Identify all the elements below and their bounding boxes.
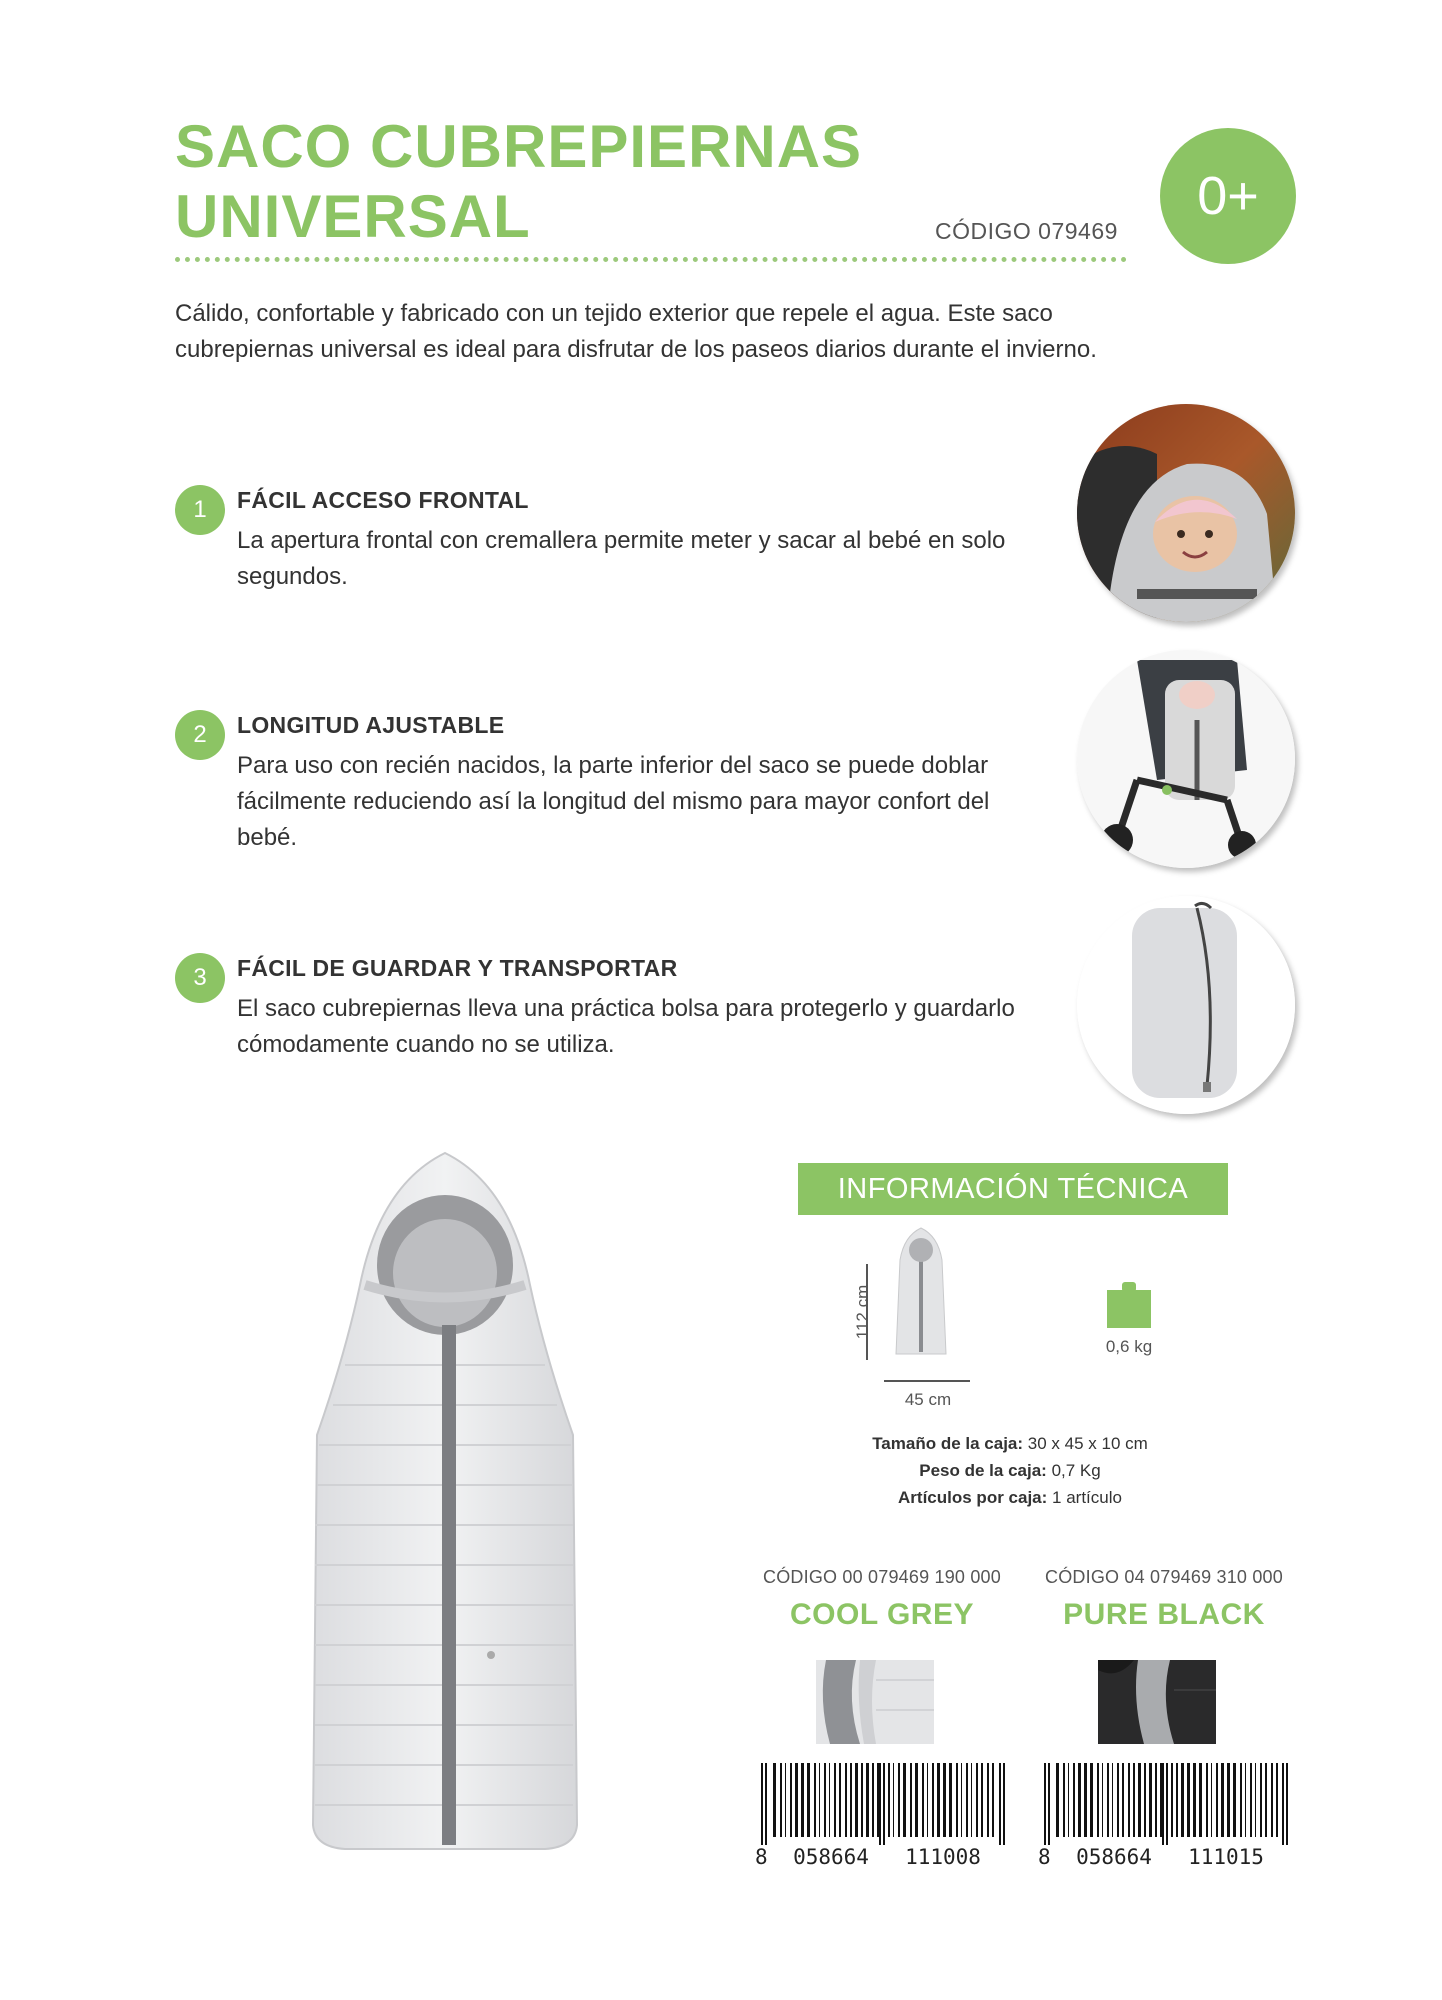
barcode-bar	[790, 1763, 792, 1837]
barcode-bar	[1155, 1763, 1157, 1837]
barcode-bar	[1128, 1763, 1130, 1837]
barcode-left-digits: 058664	[793, 1845, 869, 1869]
barcode-bar	[1211, 1763, 1212, 1837]
barcode-bar	[814, 1763, 816, 1837]
barcode-bar	[839, 1763, 841, 1837]
variant-code-cool-grey: CÓDIGO 00 079469 190 000	[763, 1567, 1001, 1587]
box-info	[800, 1430, 1220, 1511]
barcode-pure-black	[1038, 1763, 1293, 1871]
barcode-bar	[845, 1763, 847, 1837]
feature-description: El saco cubrepiernas lleva una práctica bolsa para protegerlo y guardarlo cómodamente cuando no se utiliza.	[237, 995, 1015, 1058]
variant-name-cool-grey: COOL GREY	[790, 1598, 974, 1631]
box-size-row	[800, 1430, 1220, 1457]
barcode-bar	[888, 1763, 890, 1837]
barcode-bar	[949, 1763, 952, 1837]
barcode-bar	[1149, 1763, 1152, 1837]
box-weight-label: Peso de la caja:	[919, 1461, 1047, 1480]
feature-title: LONGITUD AJUSTABLE	[237, 712, 505, 738]
barcode-bar	[981, 1763, 983, 1837]
barcode-bar	[1122, 1763, 1124, 1837]
barcode-guard-bar	[761, 1763, 763, 1845]
barcode-bar	[1078, 1763, 1081, 1837]
barcode-guard-bar	[1162, 1763, 1164, 1845]
barcode-bar	[872, 1763, 874, 1837]
barcode-guard-bar	[1286, 1763, 1288, 1845]
barcode-right-digits: 111008	[905, 1845, 981, 1869]
photo-stroller-folded-bottom	[1077, 650, 1295, 868]
title-line-1: SACO CUBREPIERNAS	[175, 113, 863, 180]
barcode-bar	[1260, 1763, 1262, 1837]
barcode-bar	[1063, 1763, 1065, 1837]
intro-text: Cálido, confortable y fabricado con un tejido exterior que repele el agua. Este saco cubrepiernas universal es ideal para disfrutar de los paseos diarios durante el invierno.	[175, 300, 1097, 363]
barcode-bar	[1102, 1763, 1103, 1837]
barcode-bar	[1097, 1763, 1099, 1837]
swatch-cool-grey	[816, 1660, 934, 1744]
barcode-bar	[1276, 1763, 1278, 1837]
dotted-divider	[175, 257, 1127, 262]
barcode-bar	[1255, 1763, 1256, 1837]
feature-title: FÁCIL ACCESO FRONTAL	[237, 487, 529, 513]
barcode-bar	[855, 1763, 858, 1837]
barcode-bar	[1271, 1763, 1273, 1837]
barcode-bar	[1240, 1763, 1242, 1837]
barcode-bar	[1250, 1763, 1252, 1837]
weight-icon	[1105, 1280, 1153, 1330]
barcode-cool-grey	[755, 1763, 1010, 1871]
barcode-bar	[956, 1763, 958, 1837]
barcode-bar	[780, 1763, 782, 1837]
barcode-bars	[1038, 1763, 1293, 1845]
barcode-bar	[1117, 1763, 1119, 1837]
barcode-bar	[850, 1763, 852, 1837]
barcode-guard-bar	[883, 1763, 885, 1845]
barcode-bar	[1227, 1763, 1230, 1837]
feature-description: La apertura frontal con cremallera permite meter y sacar al bebé en solo segundos.	[237, 527, 1006, 590]
photo-baby-in-stroller	[1077, 404, 1295, 622]
barcode-bar	[1233, 1763, 1236, 1837]
product-title	[175, 112, 955, 252]
barcode-bar	[1181, 1763, 1184, 1837]
dimension-product-thumbnail	[892, 1226, 950, 1360]
barcode-bar	[1176, 1763, 1178, 1837]
barcode-bar	[1216, 1763, 1218, 1837]
swatch-pure-black	[1098, 1660, 1216, 1744]
barcode-bar	[1068, 1763, 1069, 1837]
barcode-guard-bar	[1048, 1763, 1050, 1845]
barcode-bar	[1084, 1763, 1087, 1837]
barcode-first-digit: 8	[1038, 1845, 1051, 1869]
feature-title: FÁCIL DE GUARDAR Y TRANSPORTAR	[237, 955, 678, 981]
items-per-box-value: 1 artículo	[1052, 1488, 1122, 1507]
barcode-bar	[861, 1763, 863, 1837]
feature-number-badge: 3	[175, 953, 225, 1003]
items-per-box-row	[800, 1484, 1220, 1511]
barcode-bar	[1090, 1763, 1093, 1837]
barcode-bar	[922, 1763, 924, 1837]
barcode-bar	[773, 1763, 776, 1837]
barcode-guard-bar	[879, 1763, 881, 1845]
barcode-guard-bar	[765, 1763, 767, 1845]
barcode-bar	[1138, 1763, 1141, 1837]
feature-number-badge: 2	[175, 710, 225, 760]
barcode-bar	[1193, 1763, 1196, 1837]
box-weight-value: 0,7 Kg	[1051, 1461, 1101, 1480]
barcode-guard-bar	[1003, 1763, 1005, 1845]
barcode-bar	[807, 1763, 810, 1837]
barcode-bar	[785, 1763, 786, 1837]
barcode-bar	[927, 1763, 928, 1837]
barcode-bar	[829, 1763, 830, 1837]
barcode-guard-bar	[1282, 1763, 1284, 1845]
variant-code-pure-black: CÓDIGO 04 079469 310 000	[1045, 1567, 1283, 1587]
width-dimension-label: 45 cm	[904, 1390, 952, 1409]
width-dimension-line	[884, 1380, 970, 1382]
barcode-bar	[976, 1763, 978, 1837]
barcode-bar	[1206, 1763, 1208, 1837]
photo-storage-bag	[1077, 896, 1295, 1114]
barcode-bar	[1107, 1763, 1109, 1837]
barcode-bar	[992, 1763, 994, 1837]
barcode-bar	[1265, 1763, 1267, 1837]
barcode-bar	[1056, 1763, 1059, 1837]
barcode-bar	[1187, 1763, 1190, 1837]
barcode-bar	[943, 1763, 946, 1837]
feature-number-badge: 1	[175, 485, 225, 535]
barcode-bar	[801, 1763, 804, 1837]
barcode-bar	[824, 1763, 826, 1837]
barcode-bar	[1073, 1763, 1075, 1837]
barcode-bar	[1221, 1763, 1224, 1837]
barcode-bar	[971, 1763, 972, 1837]
barcode-bar	[937, 1763, 940, 1837]
barcode-bar	[1245, 1763, 1246, 1837]
barcode-bar	[961, 1763, 962, 1837]
barcode-bar	[819, 1763, 820, 1837]
barcode-guard-bar	[1166, 1763, 1168, 1845]
product-image-sleeping-bag	[305, 1145, 585, 1855]
barcode-first-digit: 8	[755, 1845, 768, 1869]
age-badge: 0+	[1160, 128, 1296, 264]
barcode-bar	[1133, 1763, 1135, 1837]
barcode-right-digits: 111015	[1188, 1845, 1264, 1869]
box-size-label: Tamaño de la caja:	[872, 1434, 1024, 1453]
barcode-left-digits: 058664	[1076, 1845, 1152, 1869]
barcode-bar	[987, 1763, 989, 1837]
barcode-bar	[966, 1763, 968, 1837]
barcode-bars	[755, 1763, 1010, 1845]
barcode-bar	[866, 1763, 869, 1837]
box-weight-row	[800, 1457, 1220, 1484]
barcode-bar	[915, 1763, 918, 1837]
feature-description: Para uso con recién nacidos, la parte inferior del saco se puede doblar fácilmente reduciendo así la longitud del mismo para mayor confort del bebé.	[237, 752, 990, 851]
barcode-bar	[898, 1763, 900, 1837]
barcode-bar	[932, 1763, 934, 1837]
barcode-bar	[1144, 1763, 1146, 1837]
barcode-bar	[1199, 1763, 1202, 1837]
weight-label: 0,6 kg	[1105, 1337, 1153, 1356]
product-code: CÓDIGO 079469	[935, 218, 1118, 244]
box-size-value: 30 x 45 x 10 cm	[1027, 1434, 1148, 1453]
items-per-box-label: Artículos por caja:	[898, 1488, 1048, 1507]
title-line-2: UNIVERSAL	[175, 183, 531, 250]
technical-info-header: INFORMACIÓN TÉCNICA	[798, 1163, 1228, 1215]
barcode-bar	[795, 1763, 798, 1837]
barcode-bar	[910, 1763, 912, 1837]
barcode-bar	[903, 1763, 906, 1837]
variant-name-pure-black: PURE BLACK	[1063, 1598, 1265, 1631]
barcode-bar	[1171, 1763, 1173, 1837]
height-dimension-label: 112 cm	[853, 1284, 872, 1340]
barcode-guard-bar	[1044, 1763, 1046, 1845]
barcode-guard-bar	[999, 1763, 1001, 1845]
barcode-bar	[834, 1763, 836, 1837]
barcode-bar	[1112, 1763, 1113, 1837]
barcode-bar	[893, 1763, 894, 1837]
